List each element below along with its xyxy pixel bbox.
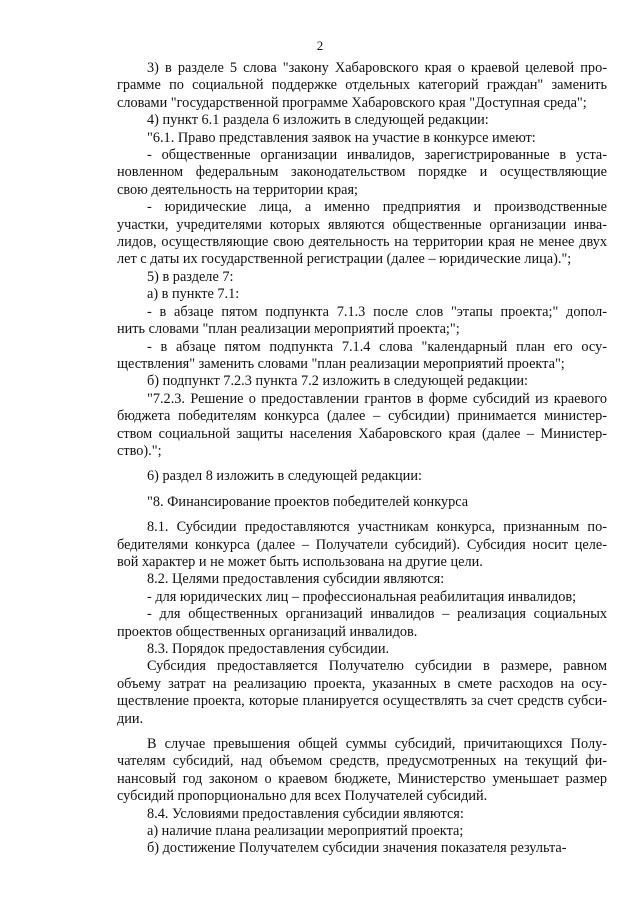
text-line: 8.2. Целями предоставления субсидии являются: [147,571,445,588]
paragraph [117,823,607,840]
text-line: нить словами "план реализации мероприятий проекта;"; [117,321,460,338]
text-line: - в абзаце пятом подпункта 7.1.4 слова "календарный план его осу- [147,338,607,355]
text-line: дии. [117,710,144,727]
text-line: участки, учредителями которых являются общественные организации инва- [117,216,607,233]
text-line: 3) в разделе 5 слова "закону Хабаровского края о краевой целевой про- [147,60,607,76]
text-line: "8. Финансирование проектов победителей конкурса [147,493,469,510]
text-line: а) наличие плана реализации мероприятий проекта; [147,823,464,840]
text-line: 4) пункт 6.1 раздела 6 изложить в следующей редакции: [147,112,489,129]
text-line: 8.3. Порядок предоставления субсидии. [147,641,390,657]
paragraph [117,373,607,390]
text-line: ством социальной защиты населения Хабаровского края (далее – Министер- [117,425,607,442]
text-line: б) достижение Получателем субсидии значения показателя результа- [147,840,567,857]
text-line: нансовый год законом о краевом бюджете, Министерство уменьшает размер [117,770,607,787]
paragraph [117,840,607,857]
paragraph [117,130,607,147]
paragraph [117,199,607,269]
paragraph [117,304,607,339]
paragraph [117,571,607,588]
text-line: "6.1. Право представления заявок на участие в конкурсе имеют: [147,129,536,146]
text-line: бедителями конкурса (далее – Получатели субсидий). Субсидия носит целе- [117,536,607,553]
text-line: а) в пункте 7.1: [147,286,240,303]
paragraph [117,519,607,571]
text-line: грамме по социальной поддержке отдельных категорий граждан" заменить [117,77,607,94]
text-line: - общественные организации инвалидов, зарегистрированные в уста- [147,147,607,164]
text-line: ство)."; [117,442,162,459]
text-line: чателям субсидий, над объемом средств, предусмотренных на текущий фи- [117,753,607,770]
text-line: объему затрат на реализацию проекта, указанных в смете расходов на осу- [117,675,607,692]
text-line: - юридические лица, а именно предприятия и производственные [147,199,607,216]
paragraph [117,112,607,129]
text-line: б) подпункт 7.2.3 пункта 7.2 изложить в следующей редакции: [147,373,529,390]
paragraph [117,494,607,511]
text-line: лидов, осуществляющие свою деятельность на территории края не менее двух [117,234,607,251]
paragraph [117,641,607,658]
paragraph [117,339,607,374]
text-line: Субсидия предоставляется Получателю субсидии в размере, равном [147,658,607,675]
text-line: - в абзаце пятом подпункта 7.1.3 после слов "этапы проекта;" допол- [147,303,607,320]
text-line: вой характер и не может быть использована на другие цели. [117,553,483,570]
text-line: 8.4. Условиями предоставления субсидии являются: [147,805,464,822]
paragraph [117,606,607,641]
paragraph [117,736,607,806]
text-line: "7.2.3. Решение о предоставлении грантов в форме субсидий из краевого [147,390,607,407]
text-line: проектов общественных организаций инвалидов. [117,623,418,640]
paragraph [117,806,607,823]
paragraph [117,147,607,199]
paragraph [117,391,607,461]
page-number: 2 [316,38,324,53]
text-line: ществления" заменить словами "план реализации мероприятий проекта"; [117,355,565,372]
document-body [117,60,607,858]
text-line: 8.1. Субсидии предоставляются участникам конкурса, признанным по- [147,519,607,536]
paragraph [117,468,607,485]
text-line: субсидий пропорционально для всех Получателей субсидий. [117,788,488,805]
paragraph [117,658,607,728]
text-line: - для юридических лиц – профессиональная реабилитация инвалидов; [147,588,577,605]
text-line: лет с даты их государственной регистрации (далее – юридические лица)."; [117,251,572,268]
text-line: В случае превышения общей суммы субсидий, причитающихся Полу- [147,736,607,753]
text-line: 6) раздел 8 изложить в следующей редакции: [147,468,422,485]
text-line: ществление проекта, которые планируется осуществлять за счет средств субси- [117,693,607,710]
paragraph [117,589,607,606]
paragraph [117,286,607,303]
text-line: новленном федеральным законодательством порядке и осуществляющие [117,164,607,181]
paragraph [117,269,607,286]
text-line: словами "государственной программе Хабаровского края "Доступная среда"; [117,94,587,111]
text-line: бюджета победителям конкурса (далее – субсидии) принимается министер- [117,408,607,425]
text-line: свою деятельность на территории края; [117,181,359,198]
text-line: 5) в разделе 7: [147,268,234,285]
paragraph [117,60,607,112]
text-line: - для общественных организаций инвалидов – реализация социальных [147,606,607,623]
